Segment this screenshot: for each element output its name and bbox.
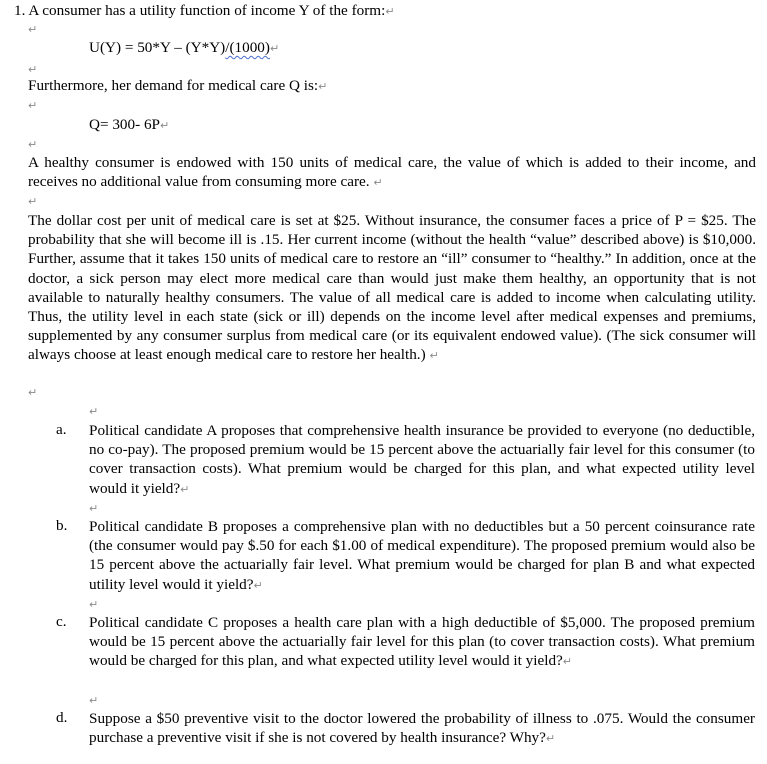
paragraph-mark: ↵ bbox=[180, 482, 190, 496]
paragraph-mark: ↵ bbox=[253, 578, 263, 592]
part-text: Political candidate A proposes that comprehensive health insurance be provided to everyone (no deductible, no co-pay). The proposed premium would be 15 percent above the actuarially fair level for this consumer (to cover transaction costs). What premium would be charged for this plan, and what expected utility level would it yield?↵ bbox=[89, 422, 755, 497]
part-marker: d. bbox=[56, 709, 68, 726]
question-number: 1. bbox=[14, 2, 26, 19]
paragraph-mark: ↵ bbox=[28, 138, 38, 151]
paragraph-mark: ↵ bbox=[373, 176, 383, 190]
paragraph-mark: ↵ bbox=[385, 5, 395, 18]
part-text: Political candidate B proposes a comprehensive plan with no deductibles but a 50 percent coinsurance rate (the consumer would pay $.50 for each $1.00 of medical expenditure). The proposed premium would also be 15 percent above the actuarially fair level. What premium would be charged for plan B and what expected utility level would it yield?↵ bbox=[89, 518, 755, 593]
paragraph-mark: ↵ bbox=[545, 732, 556, 746]
paragraph-mark: ↵ bbox=[89, 405, 99, 418]
part-marker: c. bbox=[56, 613, 67, 630]
paragraph-endowment: A healthy consumer is endowed with 150 units of medical care, the value of which is added to their income, and receives no additional value from consuming more care. ↵ bbox=[28, 154, 756, 191]
part-marker: b. bbox=[56, 517, 68, 534]
paragraph-mark: ↵ bbox=[28, 23, 38, 36]
question-intro: A consumer has a utility function of income Y of the form: bbox=[28, 2, 386, 19]
utility-formula: U(Y) = 50*Y – (Y*Y)/(1000)↵ bbox=[89, 39, 280, 56]
part-text: Political candidate C proposes a health care plan with a high deductible of $5,000. The proposed premium would be 15 percent above the actuarially fair level for this plan (to cover transaction costs). What premium would be charged for this plan, and what expected utility level would it yield?↵ bbox=[89, 614, 755, 670]
paragraph-mark: ↵ bbox=[28, 195, 38, 208]
paragraph-assumptions: The dollar cost per unit of medical care is set at $25. Without insurance, the consumer faces a price of P = $25. The probability that she will become ill is .15. Her current income (without the health “value” described above) is $10,000. Further, assume that it takes 150 units of medical care to restore an “ill” consumer to “healthy.” In addition, once at the doctor, a sick person may elect more medical care than would just make them healthy, an opportunity that is not available to naturally healthy consumers. The value of all medical care is added to income when calculating utility. Thus, the utility level in each state (sick or ill) depends on the income level after medical expenses and premiums, supplemented by any consumer surplus from medical care (or its equivalent endowed value). (The sick consumer will always choose at least enough medical care to restore her health.) ↵ bbox=[28, 212, 756, 364]
paragraph-mark: ↵ bbox=[269, 42, 280, 55]
demand-formula: Q= 300- 6P↵ bbox=[89, 116, 170, 133]
part-text: Suppose a $50 preventive visit to the doctor lowered the probability of illness to .075. Would the consumer purchase a preventive visit if she is not covered by health insurance? Why?↵ bbox=[89, 710, 755, 747]
paragraph-mark: ↵ bbox=[429, 349, 439, 363]
paragraph-mark: ↵ bbox=[89, 598, 99, 611]
part-marker: a. bbox=[56, 421, 67, 438]
paragraph-mark: ↵ bbox=[28, 386, 38, 399]
paragraph-mark: ↵ bbox=[89, 502, 99, 515]
paragraph-mark: ↵ bbox=[318, 80, 328, 93]
spellcheck-underline: /(1000) bbox=[225, 39, 270, 56]
paragraph-mark: ↵ bbox=[28, 63, 38, 76]
paragraph-mark: ↵ bbox=[160, 119, 170, 132]
paragraph-mark: ↵ bbox=[562, 655, 572, 669]
demand-intro-line: Furthermore, her demand for medical care Q is:↵ bbox=[28, 77, 328, 94]
paragraph-mark: ↵ bbox=[28, 99, 38, 112]
question-intro-line bbox=[14, 1, 395, 21]
paragraph-mark: ↵ bbox=[89, 694, 99, 707]
